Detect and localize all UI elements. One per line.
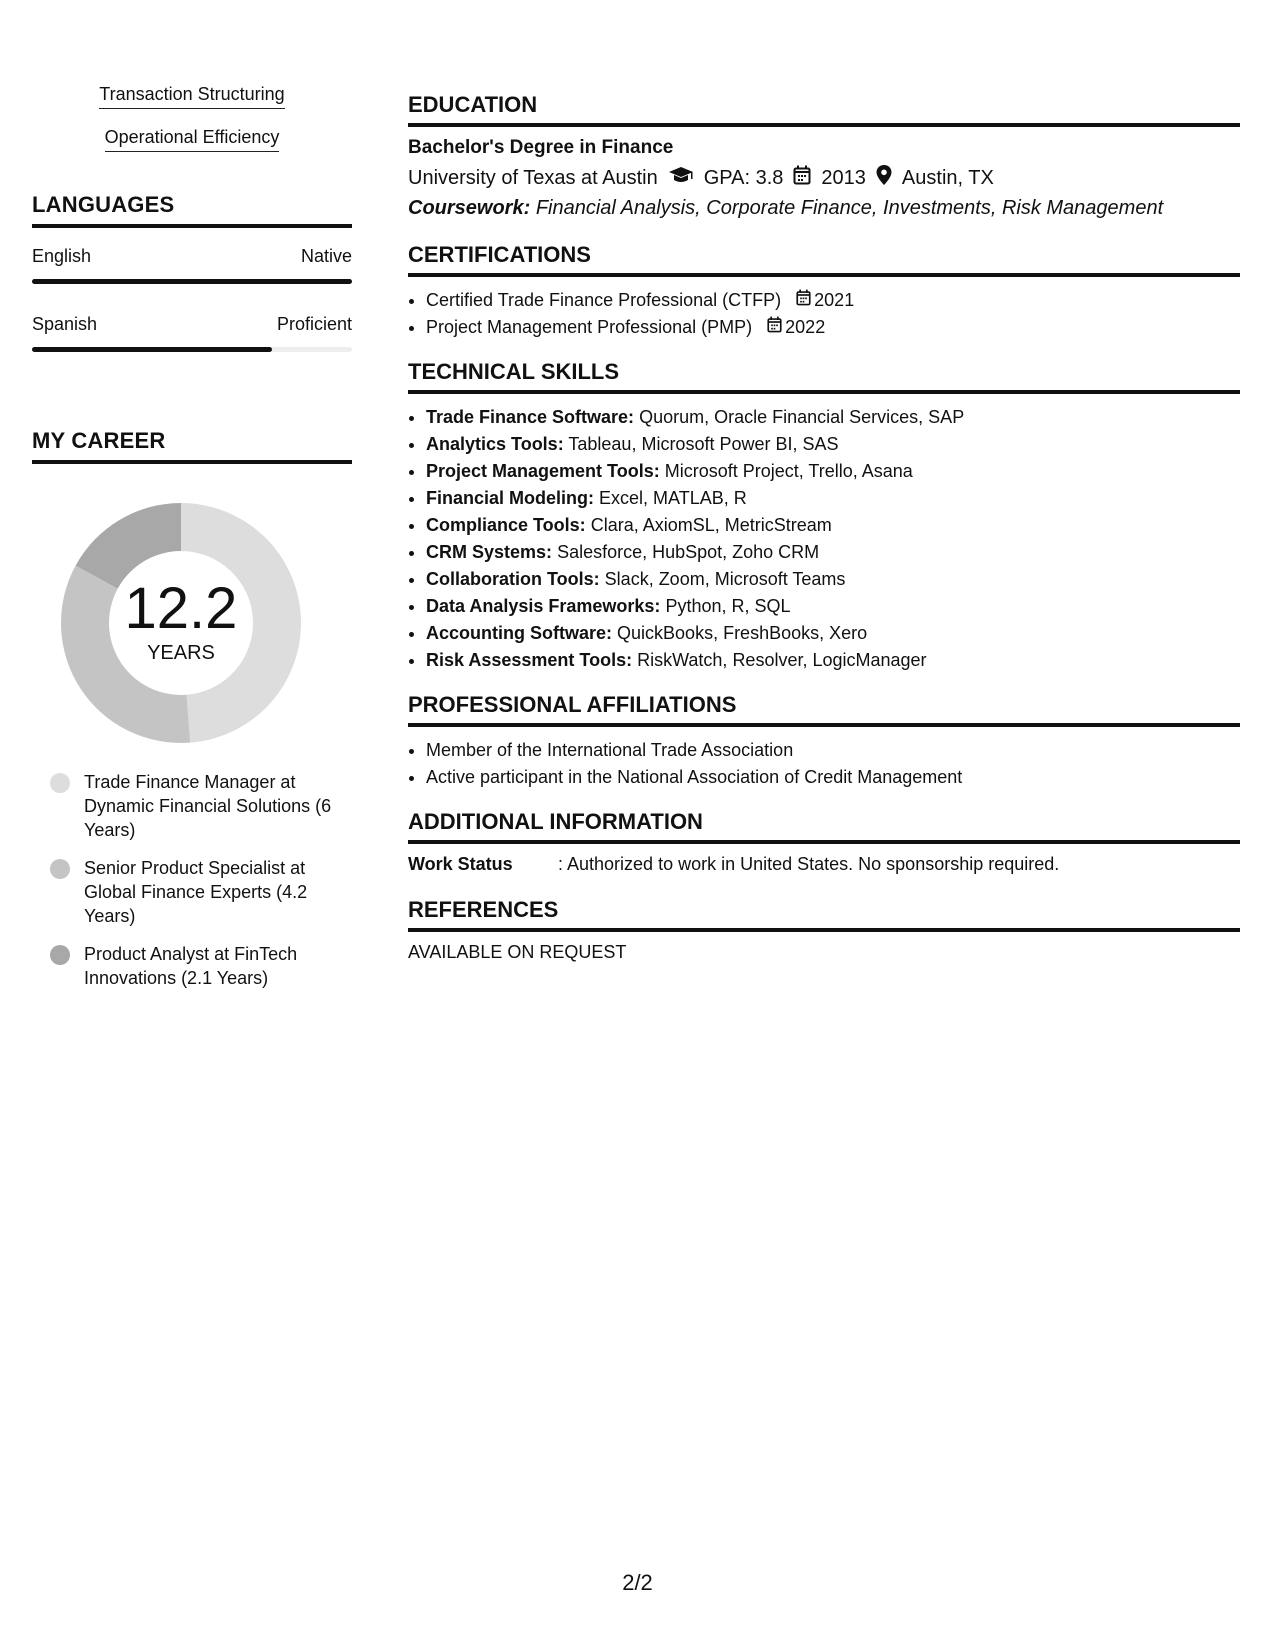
technical-skills-list (408, 404, 1240, 674)
language-level: Proficient (276, 314, 352, 334)
gpa: GPA: 3.8 (703, 166, 784, 189)
skill-value: RiskWatch, Resolver, LogicManager (637, 650, 927, 670)
coursework (408, 197, 1240, 220)
skill-label: Accounting Software: (426, 623, 613, 643)
skill-label: Trade Finance Software: (426, 407, 635, 427)
language-proficiency-bar (32, 279, 352, 284)
technical-skills-title: TECHNICAL SKILLS (408, 359, 1240, 394)
career-donut-chart (56, 498, 306, 748)
skill-value: Salesforce, HubSpot, Zoho CRM (557, 542, 820, 562)
career-legend-label: Trade Finance Manager at Dynamic Financial Solutions (6 Years) (84, 772, 332, 840)
languages-title: LANGUAGES (32, 192, 352, 228)
language-proficiency-bar (32, 347, 352, 352)
affiliations-title: PROFESSIONAL AFFILIATIONS (408, 692, 1240, 727)
legend-dot (50, 945, 70, 965)
skill-label: Risk Assessment Tools: (426, 650, 633, 670)
language-name: Spanish (32, 314, 98, 334)
skill-label: Financial Modeling: (426, 488, 595, 508)
career-years-unit: YEARS (147, 642, 215, 664)
skill-label: Collaboration Tools: (426, 569, 600, 589)
skill-value: QuickBooks, FreshBooks, Xero (617, 623, 868, 643)
language-proficiency-fill (32, 279, 352, 284)
skill-value: Microsoft Project, Trello, Asana (664, 461, 913, 481)
skill-item (426, 647, 1240, 674)
degree-title: Bachelor's Degree in Finance (408, 137, 674, 158)
skill-item (426, 620, 1240, 647)
language-proficiency-fill (32, 347, 272, 352)
career-legend-label: Product Analyst at FinTech Innovations (2.1 Years) (84, 944, 298, 988)
certification-year: 2022 (785, 317, 826, 337)
skill-value: Quorum, Oracle Financial Services, SAP (639, 407, 965, 427)
career-legend (32, 770, 352, 990)
skill-item (426, 593, 1240, 620)
skill-value: Clara, AxiomSL, MetricStream (590, 515, 832, 535)
skill-item (426, 512, 1240, 539)
career-legend-item (50, 942, 354, 990)
right-column (408, 92, 1240, 963)
certification-name: Certified Trade Finance Professional (CTFP) (426, 290, 782, 310)
language-name: English (32, 246, 92, 266)
skill-item (426, 485, 1240, 512)
calendar-icon (767, 314, 782, 341)
affiliation-item: • Member of the International Trade Association (426, 737, 1240, 764)
education-location: Austin, TX (901, 166, 994, 189)
education-details (408, 165, 1240, 191)
skill-label: Compliance Tools: (426, 515, 586, 535)
additional-info-title: ADDITIONAL INFORMATION (408, 809, 1240, 844)
skill-item (426, 458, 1240, 485)
coursework-label: Coursework: (408, 197, 531, 219)
skill-item (426, 566, 1240, 593)
left-column (32, 84, 352, 1004)
certification-item (426, 314, 1240, 341)
certifications-list (408, 287, 1240, 341)
skill-tag: Transaction Structuring (99, 84, 284, 109)
certification-name: Project Management Professional (PMP) (426, 317, 753, 337)
career-title: MY CAREER (32, 428, 352, 464)
skill-value: Excel, MATLAB, R (599, 488, 747, 508)
references-text: AVAILABLE ON REQUEST (408, 942, 627, 962)
calendar-icon (793, 165, 811, 191)
career-legend-item (50, 856, 354, 928)
skill-value: Slack, Zoom, Microsoft Teams (604, 569, 846, 589)
work-status-value: : Authorized to work in United States. No sponsorship required. (558, 854, 1060, 874)
career-total-years: 12.2 (124, 576, 238, 641)
affiliations-list (408, 737, 1240, 791)
location-pin-icon (876, 165, 892, 191)
skill-label: Data Analysis Frameworks: (426, 596, 661, 616)
skill-label: Project Management Tools: (426, 461, 660, 481)
skill-tag: Operational Efficiency (105, 127, 280, 152)
certification-item (426, 287, 1240, 314)
skill-label: Analytics Tools: (426, 434, 564, 454)
page-number: 2/2 (622, 1570, 653, 1595)
certification-year: 2021 (814, 290, 855, 310)
references-title: REFERENCES (408, 897, 1240, 932)
skill-item (426, 431, 1240, 458)
school-name: University of Texas at Austin (408, 166, 658, 189)
education-title: EDUCATION (408, 92, 1240, 127)
calendar-icon (796, 287, 811, 314)
legend-dot (50, 773, 70, 793)
language-item (32, 246, 352, 284)
work-status (408, 854, 1240, 875)
legend-dot (50, 859, 70, 879)
skill-label: CRM Systems: (426, 542, 553, 562)
career-legend-label: Senior Product Specialist at Global Finance Experts (4.2 Years) (84, 858, 308, 926)
skill-item (426, 539, 1240, 566)
graduation-year: 2013 (821, 166, 866, 189)
graduation-cap-icon (668, 166, 694, 190)
language-item (32, 314, 352, 352)
language-level: Native (300, 246, 352, 266)
work-status-label: Work Status (408, 854, 513, 874)
skill-value: Python, R, SQL (665, 596, 791, 616)
certifications-title: CERTIFICATIONS (408, 242, 1240, 277)
career-legend-item (50, 770, 354, 842)
coursework-list: Financial Analysis, Corporate Finance, Investments, Risk Management (535, 197, 1164, 219)
skill-value: Tableau, Microsoft Power BI, SAS (568, 434, 839, 454)
affiliation-item: • Active participant in the National Association of Credit Management (426, 764, 1240, 791)
skill-item (426, 404, 1240, 431)
